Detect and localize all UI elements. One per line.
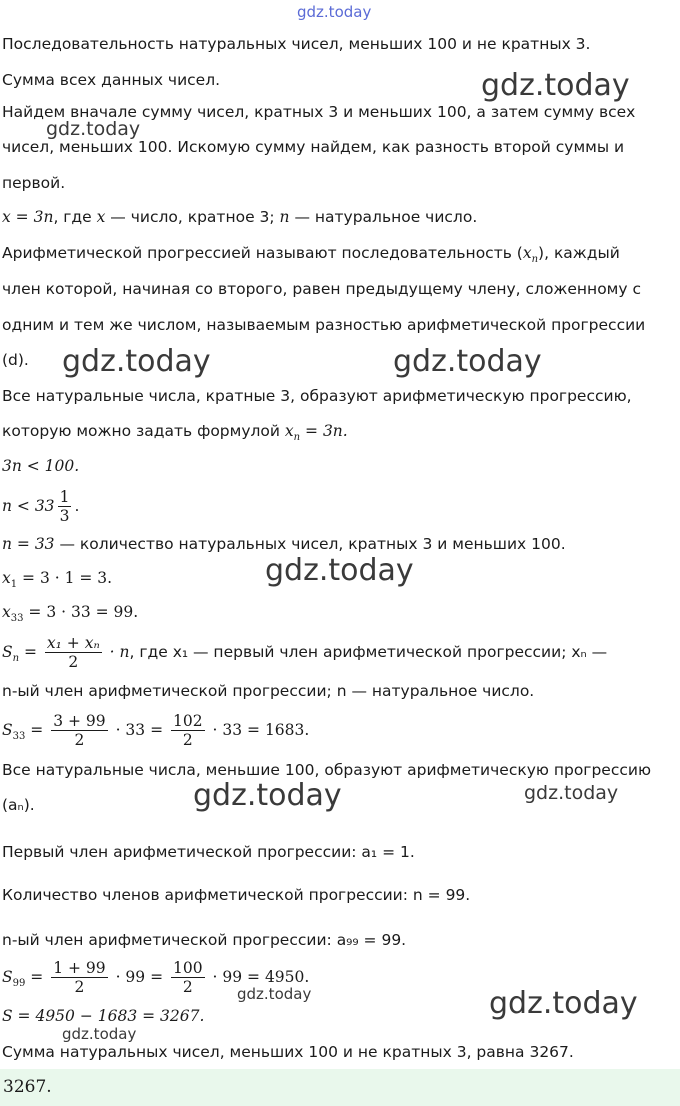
math: n <box>293 432 301 444</box>
text-line: Первый член арифметической прогрессии: a₁ = 1. <box>2 843 415 861</box>
fraction <box>51 959 107 996</box>
formula-line <box>2 630 607 681</box>
text: , где <box>53 208 97 226</box>
fraction <box>171 712 205 749</box>
formula-line <box>2 568 112 595</box>
text-line: Найдем вначале сумму чисел, кратных 3 и меньших 100, а затем сумму всех <box>2 103 636 121</box>
watermark: gdz.today <box>237 985 312 1003</box>
watermark: gdz.today <box>297 3 372 21</box>
text-line: первой. <box>2 174 66 192</box>
math: · 99 = 4950. <box>207 968 310 986</box>
watermark: gdz.today <box>46 118 141 140</box>
numerator: 3 + 99 <box>53 712 106 730</box>
math: S <box>2 643 13 661</box>
watermark: gdz.today <box>62 1025 137 1043</box>
math: = <box>25 968 49 986</box>
numerator: 102 <box>173 712 203 730</box>
formula-line <box>2 602 138 629</box>
numerator: 1 <box>59 488 70 506</box>
text-line: чисел, меньших 100. Искомую сумму найдем, как разность второй суммы и <box>2 138 625 156</box>
math: x <box>2 569 11 587</box>
math: = <box>25 721 49 739</box>
watermark: gdz.today <box>524 782 619 804</box>
fraction <box>58 488 72 525</box>
text-line: Последовательность натуральных чисел, меньших 100 и не кратных 3. <box>2 35 591 53</box>
watermark: gdz.today <box>481 68 630 103</box>
math: x <box>96 208 106 226</box>
math: 33 <box>10 613 24 625</box>
denominator: 2 <box>74 731 85 749</box>
formula-line <box>2 534 566 554</box>
math: 33 <box>12 731 26 743</box>
text: — количество натуральных чисел, кратных 3 и меньших 100. <box>54 535 566 553</box>
formula-line <box>2 708 309 759</box>
watermark: gdz.today <box>62 344 211 379</box>
denominator: 3 <box>59 507 70 525</box>
answer-value: 3267. <box>3 1077 52 1097</box>
text: , где x₁ — первый член арифметической прогрессии; xₙ — <box>129 643 608 661</box>
text-line: член которой, начиная со второго, равен предыдущему члену, сложенному с <box>2 280 641 298</box>
math: x <box>2 603 11 621</box>
text: которую можно задать формулой <box>2 422 285 440</box>
formula-line <box>2 955 312 1006</box>
text-line: Количество членов арифметической прогрессии: n = 99. <box>2 886 471 904</box>
formula-line <box>2 207 477 227</box>
denominator: 2 <box>68 653 79 671</box>
math: · 33 = 1683. <box>207 721 310 739</box>
text: — число, кратное 3; <box>105 208 280 226</box>
text: Арифметической прогрессией называют последовательность ( <box>2 244 523 262</box>
text-line: Все натуральные числа, меньшие 100, образуют арифметическую прогрессию <box>2 761 651 779</box>
fraction <box>171 959 205 996</box>
math: n < 33 <box>2 497 55 515</box>
watermark: gdz.today <box>193 778 342 813</box>
numerator: 1 + 99 <box>53 959 106 977</box>
math: · 99 = <box>110 968 168 986</box>
watermark: gdz.today <box>489 986 638 1021</box>
text-line: n-ый член арифметической прогрессии: a₉₉ = 99. <box>2 931 407 949</box>
text-line: (aₙ). <box>2 796 35 814</box>
denominator: 2 <box>74 978 85 996</box>
math: · 33 = <box>110 721 168 739</box>
text-line: n-ый член арифметической прогрессии; n — натуральное число. <box>2 682 535 700</box>
text-line: Все натуральные числа, кратные 3, образуют арифметическую прогрессию, <box>2 387 632 405</box>
math: = 3 · 1 = 3. <box>17 569 113 587</box>
math: · n <box>104 643 130 661</box>
math: n <box>279 208 290 226</box>
denominator: 2 <box>182 731 193 749</box>
math: 99 <box>12 978 26 990</box>
numerator: x₁ + xₙ <box>46 634 100 652</box>
denominator: 2 <box>182 978 193 996</box>
math: n <box>531 254 539 266</box>
text: — натуральное число. <box>289 208 478 226</box>
formula-line: S = 4950 − 1683 = 3267. <box>2 1007 205 1025</box>
math: = 3 · 33 = 99. <box>23 603 139 621</box>
math: = <box>19 643 42 661</box>
answer-box <box>0 1069 680 1106</box>
math: x = 3n <box>2 208 54 226</box>
math: x <box>522 244 532 262</box>
text-line: одним и тем же числом, называемым разностью арифметической прогрессии <box>2 316 646 334</box>
fraction <box>45 634 102 671</box>
text-line: (d). <box>2 351 29 369</box>
text-line: Сумма всех данных чисел. <box>2 71 221 89</box>
watermark: gdz.today <box>265 553 414 588</box>
numerator: 100 <box>173 959 203 977</box>
math: S <box>2 968 13 986</box>
math: 1 <box>10 579 18 591</box>
text-line <box>2 421 348 448</box>
text-line <box>2 243 620 270</box>
math: S <box>2 721 13 739</box>
math: n <box>12 653 20 665</box>
math: n = 33 <box>2 535 55 553</box>
text-line: Сумма натуральных чисел, меньших 100 и не кратных 3, равна 3267. <box>2 1043 574 1061</box>
math: x <box>284 422 294 440</box>
watermark: gdz.today <box>393 344 542 379</box>
formula-line: 3n < 100. <box>2 457 80 475</box>
math: = 3n. <box>300 422 348 440</box>
text: . <box>74 497 80 515</box>
fraction <box>51 712 107 749</box>
text: ), каждый <box>538 244 620 262</box>
formula-line <box>2 486 79 526</box>
